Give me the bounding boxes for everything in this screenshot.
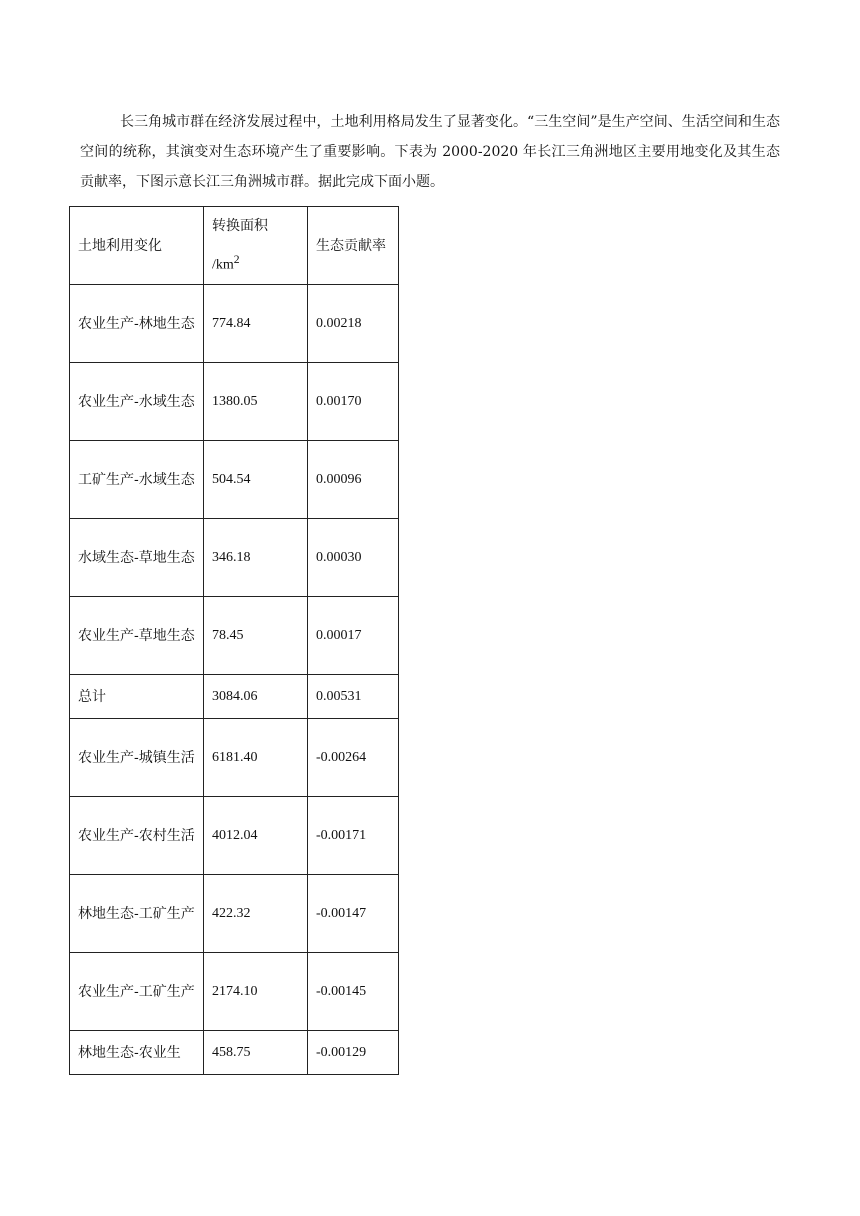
cell-rate: -0.00145: [308, 953, 399, 1031]
cell-rate: 0.00531: [308, 675, 399, 719]
cell-change: 林地生态-工矿生产: [70, 875, 204, 953]
cell-rate: -0.00147: [308, 875, 399, 953]
intro-paragraph: 长三角城市群在经济发展过程中，土地利用格局发生了显著变化。“三生空间”是生产空间、生活空间和生态空间的统称，其演变对生态环境产生了重要影响。下表为 2000-2020 年长江三角洲地区主要用地变化及其生态贡献率，下图示意长江三角洲城市群。据此完成下面小题。: [80, 114, 780, 190]
cell-change: 农业生产-农村生活: [70, 797, 204, 875]
cell-change: 农业生产-林地生态: [70, 285, 204, 363]
header-land-use-change: 土地利用变化: [70, 207, 204, 285]
cell-area: 422.32: [204, 875, 308, 953]
cell-rate: -0.00171: [308, 797, 399, 875]
cell-change: 水域生态-草地生态: [70, 519, 204, 597]
cell-area: 3084.06: [204, 675, 308, 719]
cell-rate: -0.00264: [308, 719, 399, 797]
cell-change: 农业生产-城镇生活: [70, 719, 204, 797]
cell-area: 4012.04: [204, 797, 308, 875]
table-header-row: [70, 207, 399, 285]
cell-area: 504.54: [204, 441, 308, 519]
cell-area: 78.45: [204, 597, 308, 675]
cell-change: 工矿生产-水域生态: [70, 441, 204, 519]
table-row: [70, 441, 399, 519]
table-row: [70, 1031, 399, 1075]
cell-rate: -0.00129: [308, 1031, 399, 1075]
table-row: [70, 363, 399, 441]
table-row-total: [70, 675, 399, 719]
cell-area: 2174.10: [204, 953, 308, 1031]
cell-rate: 0.00017: [308, 597, 399, 675]
cell-rate: 0.00218: [308, 285, 399, 363]
header-area-unit-sup: 2: [233, 252, 240, 266]
cell-rate: 0.00170: [308, 363, 399, 441]
cell-change: 农业生产-水域生态: [70, 363, 204, 441]
header-area-label: 转换面积: [212, 217, 268, 234]
table-row: [70, 719, 399, 797]
cell-area: 6181.40: [204, 719, 308, 797]
cell-change: 林地生态-农业生: [70, 1031, 204, 1075]
cell-change: 农业生产-草地生态: [70, 597, 204, 675]
table-row: [70, 797, 399, 875]
table-row: [70, 953, 399, 1031]
cell-change: 农业生产-工矿生产: [70, 953, 204, 1031]
header-eco-contribution: 生态贡献率: [308, 207, 399, 285]
land-use-table: [69, 206, 399, 1075]
cell-rate: 0.00096: [308, 441, 399, 519]
table-row: [70, 597, 399, 675]
header-converted-area: [204, 207, 308, 285]
table-row: [70, 519, 399, 597]
table-row: [70, 875, 399, 953]
cell-change: 总计: [70, 675, 204, 719]
table-row: [70, 285, 399, 363]
header-area-unit: /km: [212, 257, 234, 273]
cell-area: 458.75: [204, 1031, 308, 1075]
cell-area: 774.84: [204, 285, 308, 363]
cell-area: 346.18: [204, 519, 308, 597]
cell-rate: 0.00030: [308, 519, 399, 597]
cell-area: 1380.05: [204, 363, 308, 441]
